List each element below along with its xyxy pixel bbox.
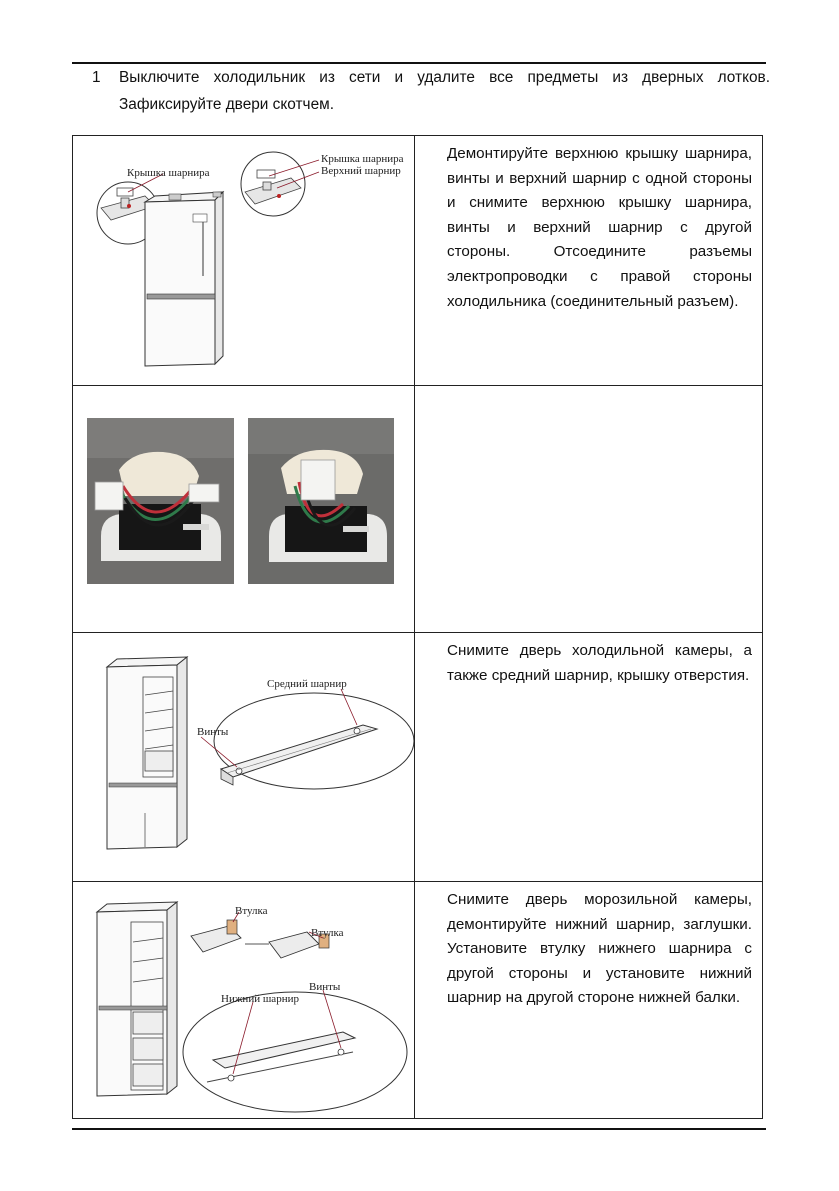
desc-bottom-hinge	[415, 882, 763, 1119]
text-middle-hinge: Снимите дверь холодильной камеры, а также средний шарнир, крышку отверстия.	[447, 642, 752, 684]
label-top-hinge: Верхний шарнир	[321, 165, 401, 177]
label-hinge-cover-right: Крышка шарнира	[321, 153, 404, 165]
figure-middle-hinge	[73, 633, 415, 882]
label-screws-middle: Винты	[197, 726, 229, 738]
desc-connector-photos	[415, 386, 763, 633]
row-bottom-hinge	[73, 882, 763, 1119]
label-screws-bottom: Винты	[309, 981, 341, 993]
step-text: Выключите холодильник из сети и удалите все предметы из дверных лотков. Зафиксируйте двери скотчем.	[119, 69, 770, 113]
fridge-middle-hinge-drawing	[73, 633, 414, 881]
label-hinge-cover-left: Крышка шарнира	[127, 167, 210, 179]
label-bushing-2: Втулка	[311, 927, 344, 939]
figure-bottom-hinge	[73, 882, 415, 1119]
footer-rule	[72, 1128, 766, 1130]
row-top-hinge	[73, 136, 763, 386]
fridge-top-hinge-drawing	[73, 136, 414, 385]
text-bottom-hinge: Снимите дверь морозильной камеры, демонтируйте нижний шарнир, заглушки. Установите втулку нижнего шарнира с другой стороны и установите нижний шарнир на другой стороне нижней балки.	[447, 891, 752, 1007]
text-top-hinge: Демонтируйте верхнюю крышку шарнира, винты и верхний шарнир с одной стороны и снимите верхнюю крышку шарнира, винты и верхний шарнир с другой стороны. Отсоедините разъемы электропроводки с правой стороны холодильника (соединительный разъем).	[447, 145, 752, 310]
step-intro	[92, 64, 770, 118]
instruction-table	[72, 135, 763, 1119]
row-middle-hinge	[73, 633, 763, 882]
connector-photo-1	[87, 418, 234, 584]
connector-photos	[73, 386, 414, 632]
connector-photo-2	[248, 418, 394, 584]
label-bushing-1: Втулка	[235, 905, 268, 917]
label-bottom-hinge: Нижний шарнир	[221, 993, 299, 1005]
step-number: 1	[92, 69, 101, 86]
desc-middle-hinge	[415, 633, 763, 882]
figure-top-hinge	[73, 136, 415, 386]
fridge-bottom-hinge-drawing	[73, 882, 414, 1118]
desc-top-hinge	[415, 136, 763, 386]
fridge-body	[145, 200, 215, 366]
row-connector-photos	[73, 386, 763, 633]
label-middle-hinge: Средний шарнир	[267, 678, 347, 690]
figure-connector-photos	[73, 386, 415, 633]
